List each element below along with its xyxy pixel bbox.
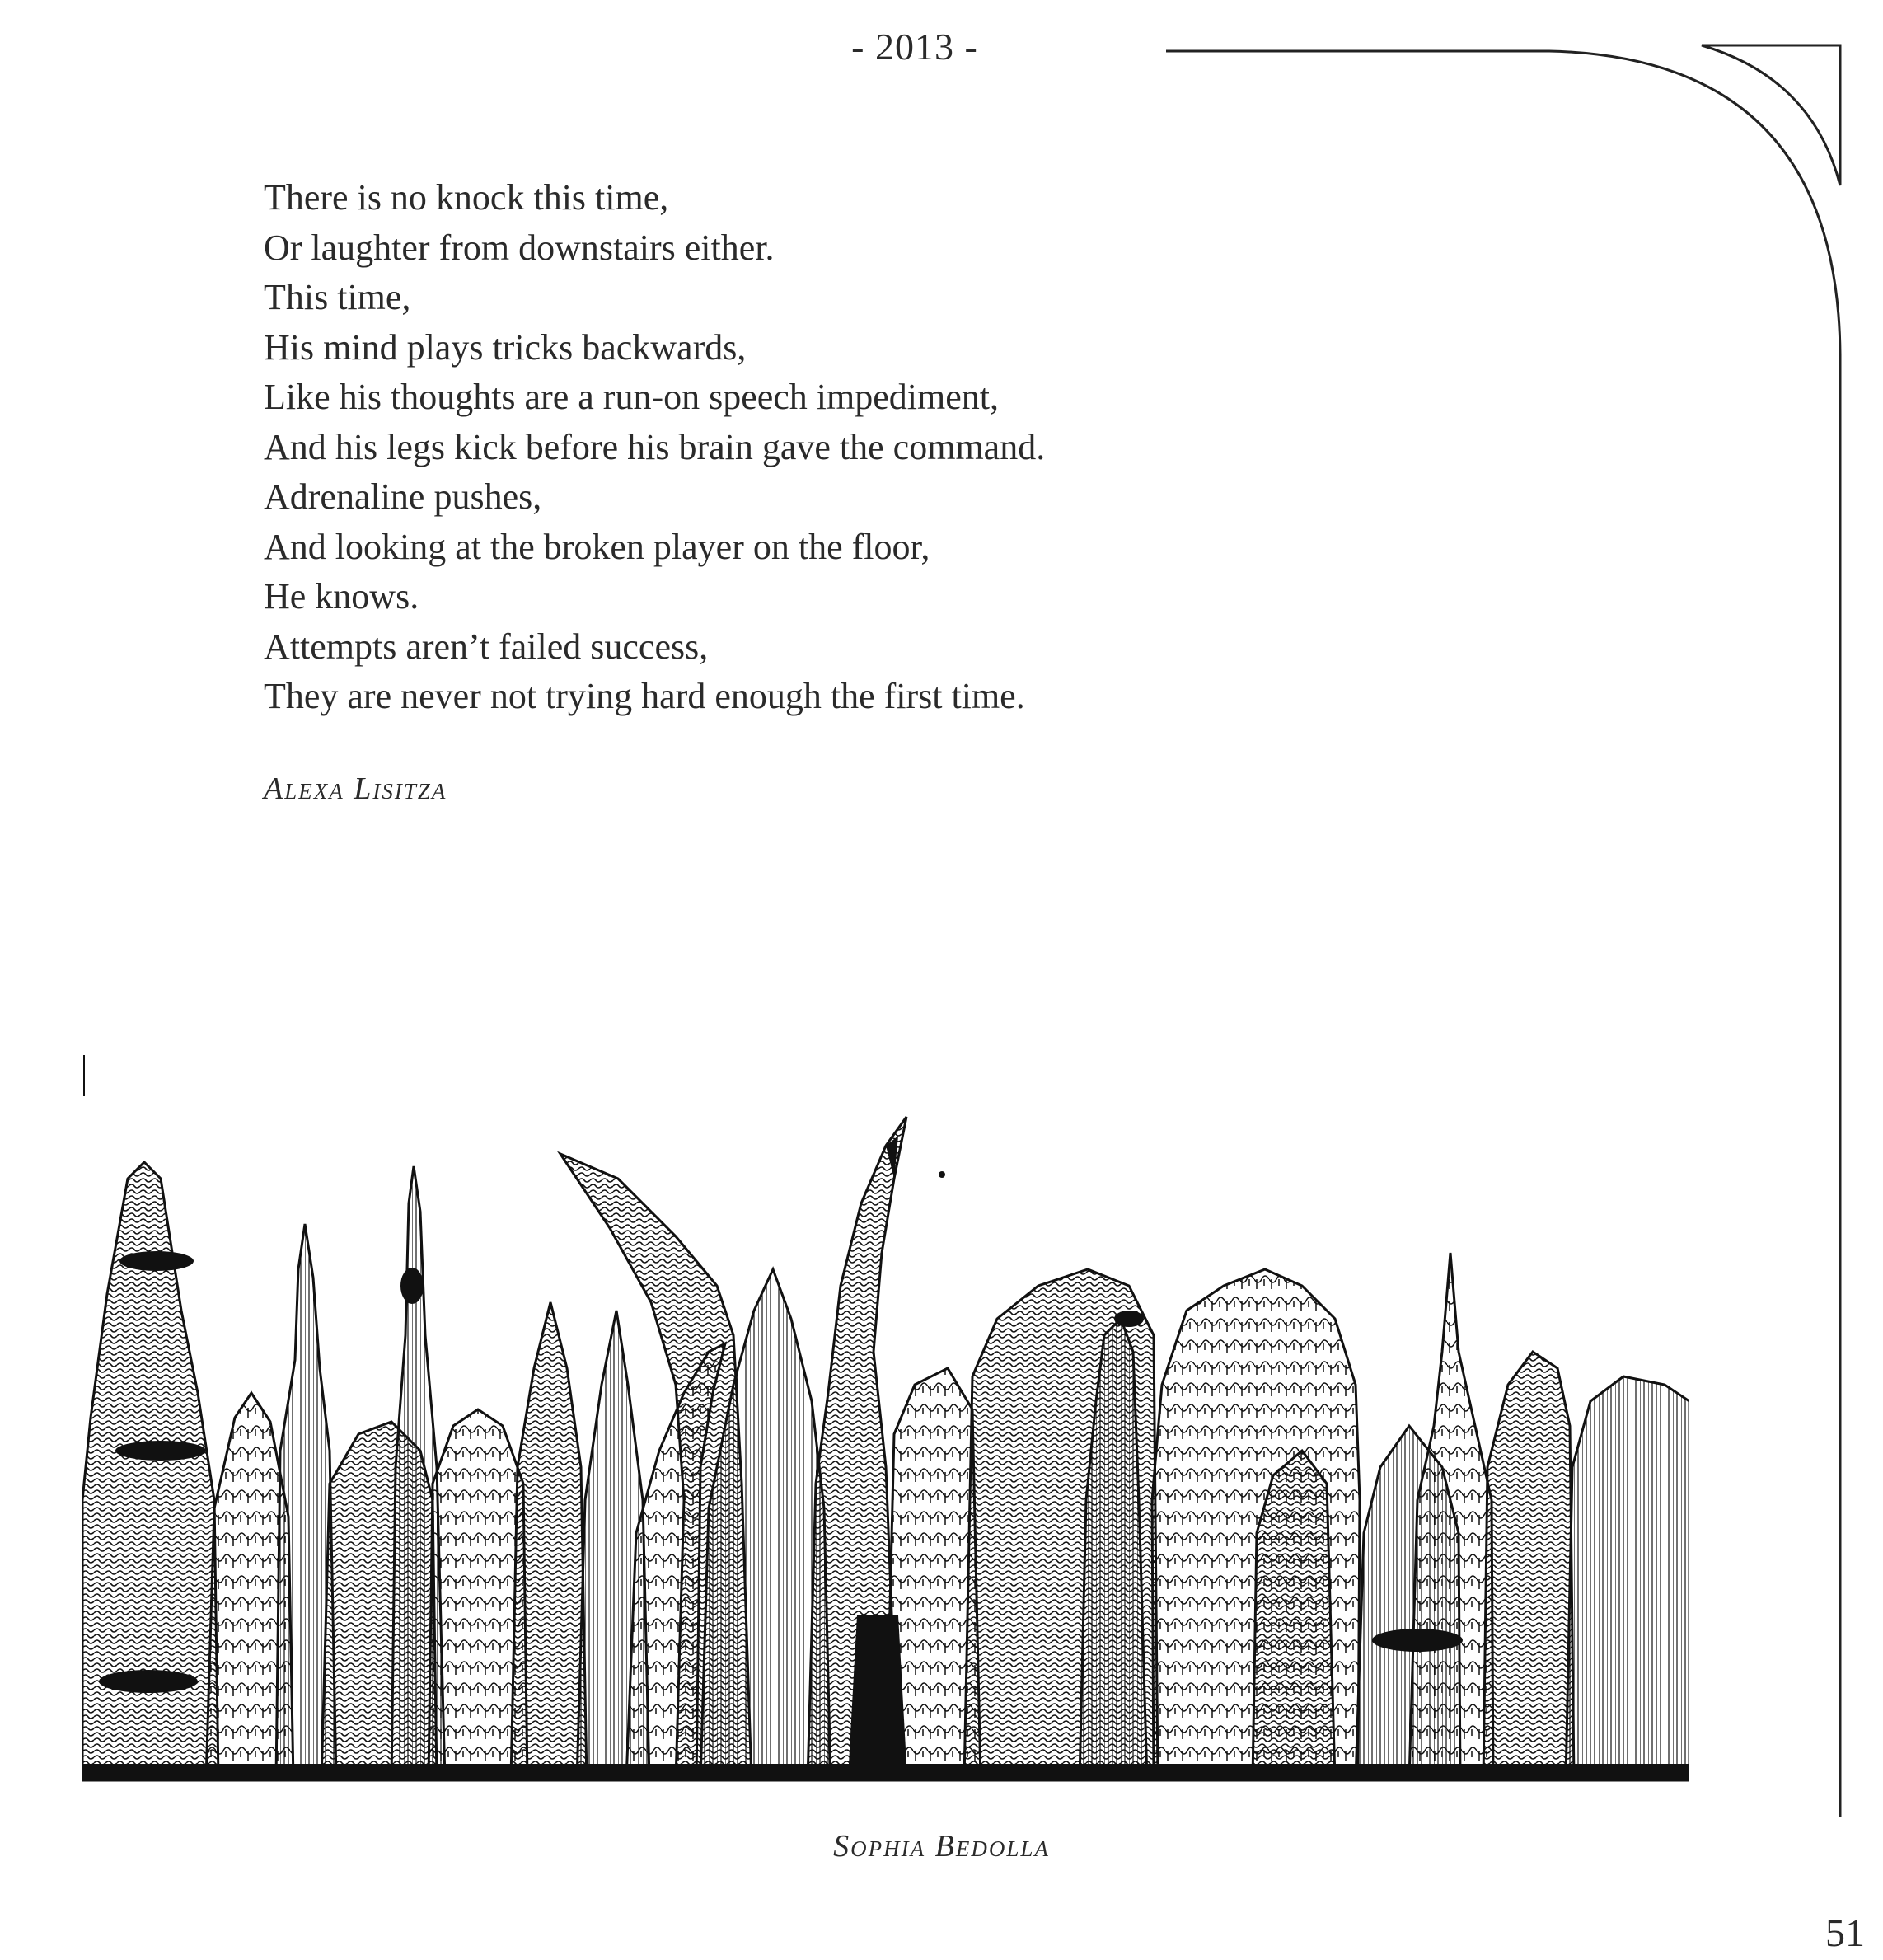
poem-line: There is no knock this time, (264, 177, 669, 218)
page-number: 51 (1825, 1911, 1865, 1955)
year-header: - 2013 - (851, 26, 978, 68)
poem-author: Alexa Lisitza (264, 771, 447, 806)
poem-line: And his legs kick before his brain gave the command. (264, 426, 1046, 467)
poem-line: And looking at the broken player on the floor, (264, 526, 930, 567)
poem-line: Or laughter from downstairs either. (264, 227, 775, 268)
poem-line: He knows. (264, 576, 419, 617)
poem-line: They are never not trying hard enough the first time. (264, 676, 1025, 716)
poem-line: His mind plays tricks backwards, (264, 326, 747, 368)
poem-line: Attempts aren’t failed success, (264, 626, 709, 667)
poem-body (264, 173, 1335, 722)
ink-drawing-illustration (82, 1039, 1689, 1784)
artwork-credit: Sophia Bedolla (833, 1829, 1050, 1864)
poem-line: Like his thoughts are a run-on speech impediment, (264, 377, 999, 417)
poem-line: This time, (264, 277, 411, 317)
poem-line: Adrenaline pushes, (264, 476, 542, 517)
